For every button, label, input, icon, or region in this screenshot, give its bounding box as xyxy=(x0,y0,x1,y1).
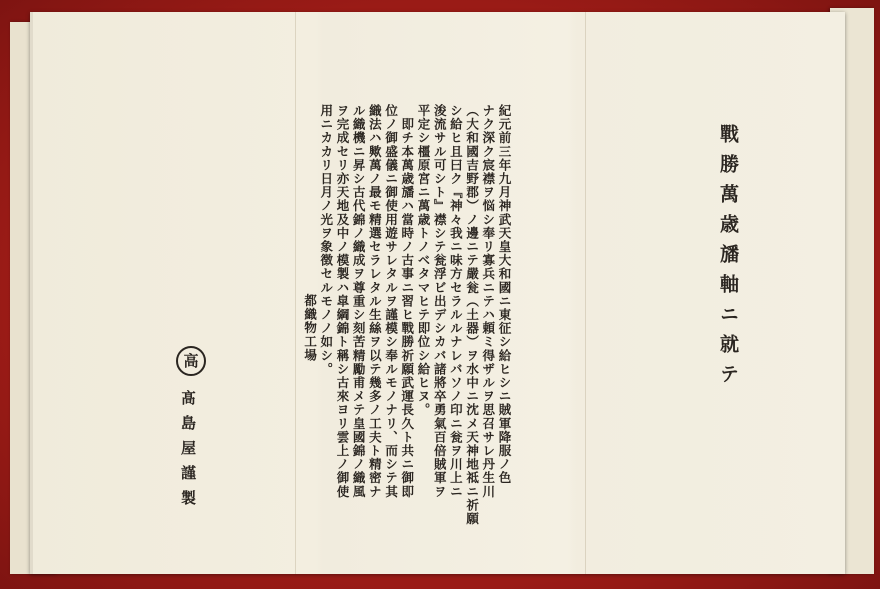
logo-char: 高 xyxy=(183,352,199,370)
body-line: 織法ハ歟萬ノ最モ精選セラレタル生絲ヲ以テ幾多ノ工夫ト精密ナ xyxy=(367,104,383,499)
maker-signature: 髙島屋謹製 xyxy=(179,390,197,515)
body-line: シ給ヒ且曰ク『神々我ニ味方セラルルナレバソノ印ニ瓮ヲ川上ニ xyxy=(448,104,464,499)
body-line: 浚流サル可シト』襟シテ瓮浮ビ出デシカバ諸將卒勇氣百倍賊軍ヲ xyxy=(432,104,448,499)
fold-line-left xyxy=(295,12,296,574)
body-line: 平定シ橿原宮ニ萬歳トノベタマヒテ即位シ給ヒヌ。 xyxy=(415,104,431,417)
body-line: 即チ本萬歳旙ハ當時ノ古事ニ習ヒ戰勝祈願武運長久ト共ニ御即 xyxy=(399,104,415,499)
body-line-works: 都織物工場 xyxy=(302,294,318,362)
sheet-edge xyxy=(30,12,33,574)
body-line: 位ノ御盛儀ニ御使用遊サレタルヲ謹模シ奉ルモノナリ、而シテ其 xyxy=(383,104,399,499)
body-line: ル織機ニ昇シ古代錦ノ織成ヲ尊重シ刻苦精勵甫メテ皇國錦ノ織風 xyxy=(351,104,367,499)
takashimaya-logo-icon xyxy=(176,346,206,376)
document-sheet xyxy=(30,12,845,574)
body-line: ナク深ク宸襟ヲ悩シ奉リ寡兵ニテハ頼ミ得ザルヲ思召サレ丹生川 xyxy=(480,104,496,499)
body-line: 紀元前三年九月神武天皇大和國ニ東征シ給ヒシニ賊軍降服ノ色 xyxy=(497,104,512,485)
body-text xyxy=(301,104,512,544)
fold-line-right xyxy=(585,12,586,574)
document-title: 戰勝萬歳旙軸ニ就テ xyxy=(717,124,739,394)
body-line: 用ニカカリ日月ノ光ヲ象徴セルモノノ如シ。 xyxy=(318,104,334,376)
body-line: ヲ完成セリ亦天地及中ノ模製ハ皐綱錦ト稱シ古來ヨリ雲上ノ御使 xyxy=(334,104,350,499)
body-line: （大和國吉野郡）ノ邊ニテ嚴瓮（土器）ヲ水中ニ沈メ天神地祗ニ祈願 xyxy=(464,104,480,526)
